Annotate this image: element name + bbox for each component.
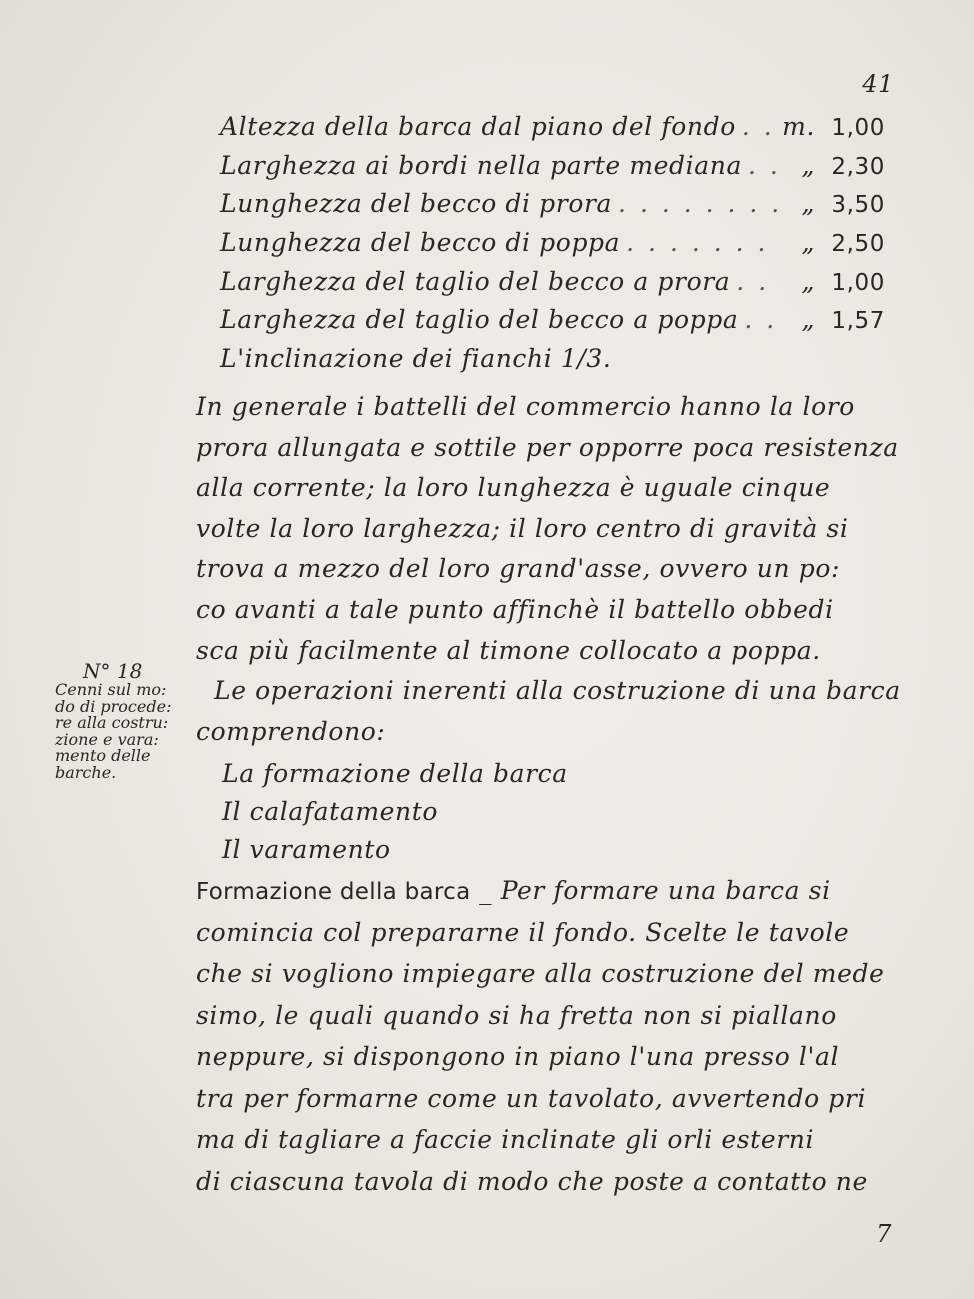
dimension-unit: „: [801, 305, 815, 335]
dimension-label: Larghezza ai bordi nella parte mediana: [220, 150, 742, 180]
dimension-unit: „: [801, 266, 815, 296]
text-line: che si vogliono impiegare alla costruzione del mede: [196, 959, 885, 988]
margin-note-line: Cenni sul mo:: [55, 680, 167, 699]
margin-note-line: mento delle: [55, 746, 151, 765]
dimension-label: Lunghezza del becco di prora: [220, 189, 613, 219]
margin-note-line: barche.: [55, 762, 117, 782]
text-line: alla corrente; la loro lunghezza è uguale cinque: [196, 473, 831, 503]
text-line: co avanti a tale punto affinchè il battello obbedi: [196, 594, 834, 624]
text-line: [196, 870, 896, 912]
text-span: _ Per formare una barca si: [479, 876, 831, 905]
dimension-row: [220, 301, 885, 340]
text-line: prora allungata e sottile per opporre poca resistenza: [196, 432, 899, 462]
dimensions-list: [220, 108, 885, 379]
page-number: 41: [862, 70, 894, 98]
leader-dots: [612, 185, 777, 224]
leader-dots: [730, 263, 777, 302]
leader-dots: [738, 301, 777, 340]
text-line: Le operazioni inerenti alla costruzione di una barca: [214, 676, 901, 706]
text-line: comprendono:: [196, 716, 386, 746]
leader-dots: [742, 147, 777, 186]
text-line: neppure, si dispongono in piano l'una presso l'al: [196, 1042, 840, 1071]
text-line: comincia col prepararne il fondo. Scelte le tavole: [196, 917, 850, 947]
margin-note-line: do di procede:: [55, 696, 172, 716]
text-line: simo, le quali quando si ha fretta non si piallano: [196, 1000, 837, 1030]
dimension-label: Altezza della barca dal piano del fondo: [220, 112, 736, 141]
leader-dots: [620, 224, 777, 263]
dimension-unit: „: [801, 150, 815, 180]
operation-item: La formazione della barca: [222, 759, 568, 788]
dimension-unit: m.: [782, 112, 815, 141]
text-line: volte la loro larghezza; il loro centro di gravità si: [196, 513, 849, 543]
dimension-row: [220, 263, 885, 302]
dimension-unit: „: [801, 189, 815, 219]
folio-mark: 7: [876, 1220, 892, 1248]
dimension-row: [220, 185, 885, 224]
inclination-line: L'inclinazione dei fianchi 1/3.: [220, 344, 612, 374]
dimension-row: [220, 224, 885, 263]
text-line: tra per formarne come un tavolato, avvertendo pri: [196, 1083, 867, 1113]
dimension-value: 1,00: [831, 115, 885, 141]
section-heading: Formazione della barca: [196, 879, 471, 905]
margin-note-line: re alla costru:: [55, 713, 169, 732]
operations-list: [222, 755, 568, 869]
margin-note-number: N° 18: [83, 659, 143, 683]
text-line: In generale i battelli del commercio hanno la loro: [196, 392, 855, 421]
text-line: sca più facilmente al timone collocato a poppa.: [196, 635, 821, 665]
dimension-unit: „: [801, 228, 815, 258]
dimension-value: 2,50: [831, 231, 885, 258]
leader-dots: [736, 108, 777, 147]
dimension-value: 1,00: [831, 269, 885, 296]
dimension-row: [220, 108, 885, 147]
dimension-label: Larghezza del taglio del becco a poppa: [220, 305, 739, 335]
dimension-row: [220, 147, 885, 186]
margin-note: [55, 660, 205, 781]
operation-item: Il varamento: [222, 835, 391, 864]
operation-item: Il calafatamento: [222, 797, 439, 826]
dimension-label: Larghezza del taglio del becco a prora: [220, 266, 731, 296]
paragraph-general: [196, 387, 901, 752]
text-line: ma di tagliare a faccie inclinate gli orli esterni: [196, 1125, 815, 1154]
margin-note-line: zione e vara:: [55, 729, 159, 749]
dimension-label: Lunghezza del becco di poppa: [220, 228, 621, 258]
paragraph-formation: [196, 870, 896, 1202]
text-line: trova a mezzo del loro grand'asse, ovvero un po:: [196, 554, 841, 584]
dimension-value: 1,57: [831, 308, 885, 335]
text-line: di ciascuna tavola di modo che poste a contatto ne: [196, 1166, 868, 1196]
dimension-value: 2,30: [831, 153, 885, 180]
dimension-value: 3,50: [831, 192, 885, 219]
